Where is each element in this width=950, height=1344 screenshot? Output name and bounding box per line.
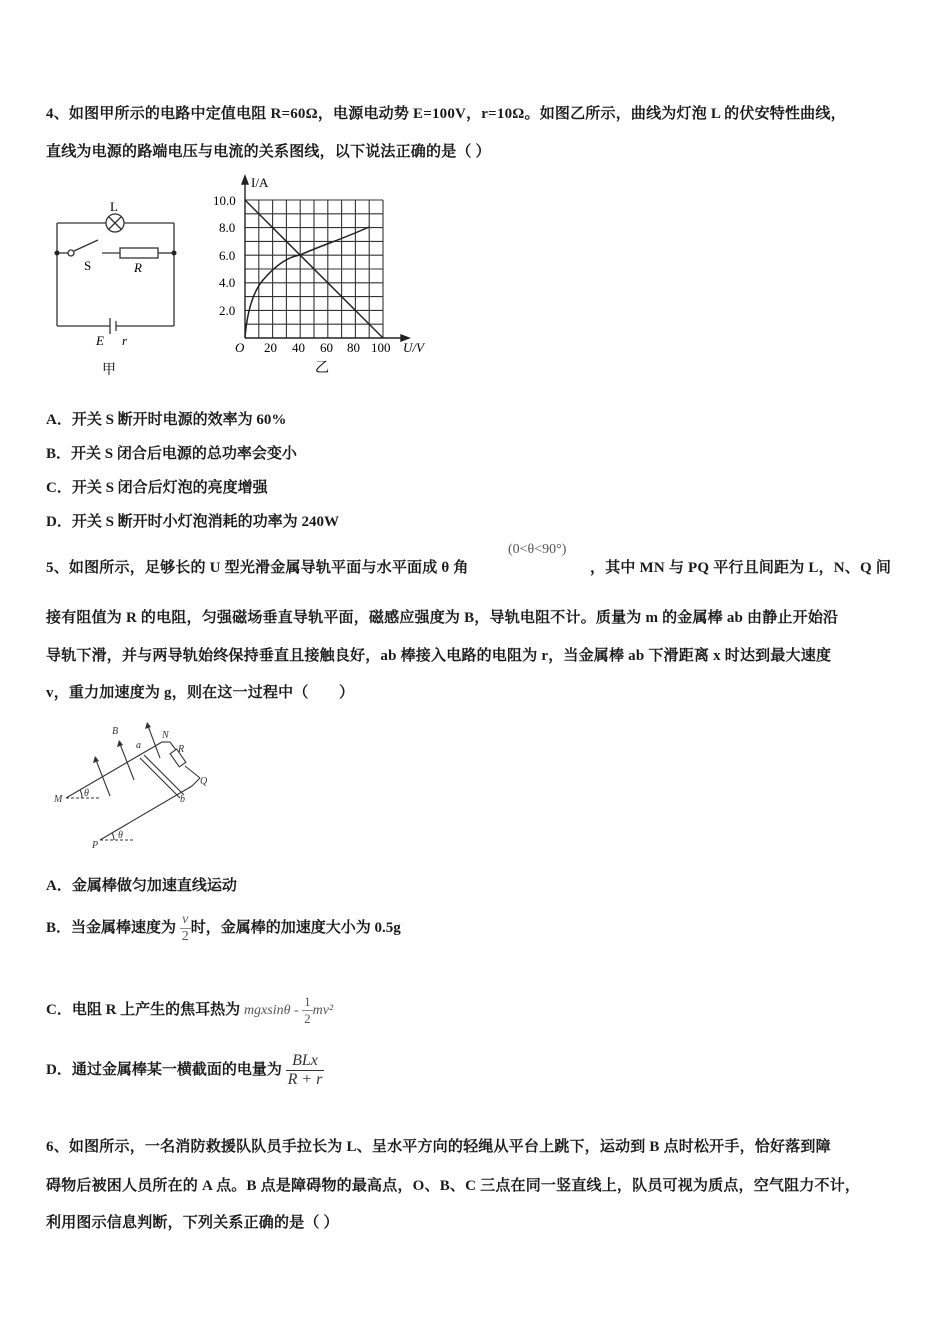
svg-text:R: R [178, 744, 185, 755]
q5-option-d[interactable]: D．通过金属棒某一横截面的电量为 $\frac{\text{BLx}}{R + r}$ [46, 1052, 323, 1088]
x-tick: 40 [292, 340, 305, 355]
q5-stem-line1: 5、如图所示，足够长的 U 型光滑金属导轨平面与水平面成 θ 角 [46, 560, 469, 576]
q4-stem-line2: 直线为电源的路端电压与电流的关系图线，以下说法正确的是（ ） [46, 144, 491, 160]
q5-stem-line1-cont: ，其中 MN 与 PQ 平行且间距为 L，N、Q 间 [590, 560, 892, 576]
internal-resistance-label: r [122, 333, 128, 348]
q5-number: 5、 [46, 560, 69, 576]
origin-label: O [235, 340, 245, 355]
q6-stem-line1: 6、如图所示，一名消防救援队队员手拉长为 L、呈水平方向的轻绳从平台上跳下，运动到 B 点时松开手，恰好落到障 [46, 1139, 831, 1155]
svg-text:N: N [162, 730, 169, 741]
y-tick: 4.0 [219, 275, 236, 290]
x-tick: 60 [320, 340, 333, 355]
svg-text:P: P [92, 840, 99, 851]
q6-stem-line2: 碍物后被困人员所在的 A 点。B 点是障碍物的最高点，O、B、C 三点在同一竖直线上，队员可视为质点，空气阻力不计， [46, 1178, 861, 1194]
fraction-one-half: $\frac{1}{2}$ [304, 994, 311, 1026]
svg-text:M: M [54, 794, 63, 805]
svg-text:Q: Q [200, 776, 208, 787]
q5-option-a[interactable]: A．金属棒做匀加速直线运动 [46, 878, 237, 894]
y-tick: 2.0 [219, 303, 236, 318]
svg-text:B: B [112, 726, 119, 737]
fraction-v-over-2: $\frac{v}{2}$ [181, 912, 189, 944]
y-tick: 10.0 [213, 193, 236, 208]
fraction-blx-over-r-plus-r: $\frac{\text{BLx}}{R + r}$ [287, 1052, 323, 1088]
svg-text:a: a [136, 740, 141, 751]
x-axis-label: U/V [403, 340, 424, 355]
x-tick: 80 [347, 340, 360, 355]
y-tick: 8.0 [219, 220, 236, 235]
q5-stem-line3: 导轨下滑，并与两导轨始终保持垂直且接触良好，ab 棒接入电路的电阻为 r，当金属棒 ab 下滑距离 x 时达到最大速度 [46, 648, 832, 664]
y-axis-label: I/A [251, 175, 269, 190]
q4-option-a[interactable]: A．开关 S 断开时电源的效率为 60% [46, 412, 287, 428]
q5-rail-diagram [52, 718, 232, 858]
q5-option-c[interactable]: C．电阻 R 上产生的焦耳热为 mgxsinθ - $\frac{1}{2}$ mv² [46, 994, 334, 1026]
q4-stem-line1: 4、如图甲所示的电路中定值电阻 R=60Ω，电源电动势 E=100V，r=10Ω。如图乙所示，曲线为灯泡 L 的伏安特性曲线， [46, 106, 846, 122]
q4-option-b[interactable]: B．开关 S 闭合后电源的总功率会变小 [46, 446, 297, 462]
svg-text:b: b [180, 794, 185, 805]
x-tick: 100 [371, 340, 391, 355]
q4-option-d[interactable]: D．开关 S 断开时小灯泡消耗的功率为 240W [46, 514, 339, 530]
x-tick: 20 [264, 340, 277, 355]
figure-caption-jia: 甲 [102, 363, 116, 378]
q5-stem-line2: 接有阻值为 R 的电阻，匀强磁场垂直导轨平面，磁感应强度为 B，导轨电阻不计。质量为 m 的金属棒 ab 由静止开始沿 [46, 610, 839, 626]
q6-number: 6、 [46, 1139, 69, 1155]
y-tick: 6.0 [219, 248, 236, 263]
q6-stem-line3: 利用图示信息判断，下列关系正确的是（ ） [46, 1215, 339, 1231]
svg-text:θ: θ [84, 788, 89, 799]
q4-circuit-diagram [46, 190, 196, 380]
q4-option-c[interactable]: C．开关 S 闭合后灯泡的亮度增强 [46, 480, 268, 496]
q5-stem-line4: v，重力加速度为 g，则在这一过程中（ ） [46, 685, 355, 701]
svg-text:θ: θ [118, 830, 123, 841]
q4-iv-graph [205, 172, 445, 380]
lamp-label: L [110, 199, 118, 214]
emf-label: E [96, 333, 104, 348]
switch-label: S [84, 258, 92, 273]
resistor-label: R [134, 260, 142, 275]
figure-caption-yi: 乙 [315, 361, 329, 376]
q5-option-b[interactable]: B．当金属棒速度为 $\frac{v}{2}$ 时，金属棒的加速度大小为 0.5g [46, 912, 401, 944]
q4-number: 4、 [46, 106, 69, 122]
q5-angle-condition: (0<θ<90°) [508, 542, 567, 557]
